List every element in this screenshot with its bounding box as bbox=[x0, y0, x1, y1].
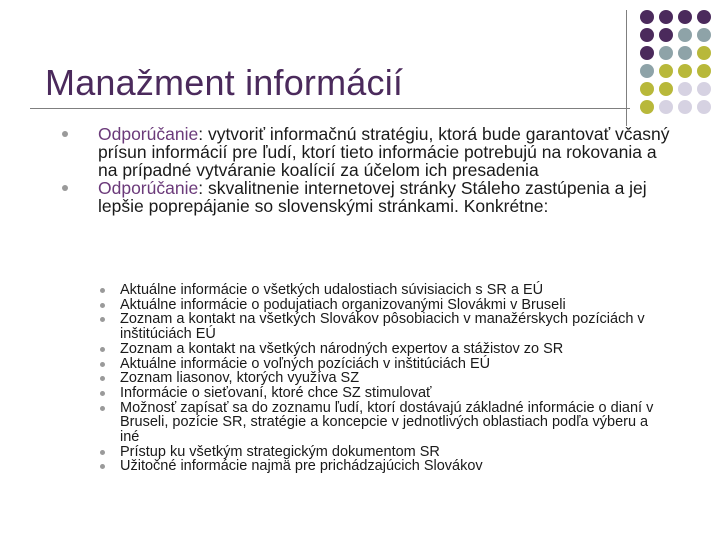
decorative-dot bbox=[697, 100, 711, 114]
main-bullet-item bbox=[60, 179, 670, 215]
decorative-dot bbox=[678, 28, 692, 42]
decorative-dot bbox=[659, 82, 673, 96]
bullet-icon bbox=[62, 185, 68, 191]
bullet-text: : skvalitnenie internetovej stránky Stáleho zastúpenia a jej lepšie poprepájanie so slovenskými stránkami. Konkrétne: bbox=[98, 178, 647, 216]
bullet-label: Odporúčanie bbox=[98, 124, 199, 144]
sub-bullet-text: Aktuálne informácie o podujatiach organizovanými Slovákmi v Bruseli bbox=[120, 296, 566, 313]
bullet-label: Odporúčanie bbox=[98, 178, 199, 198]
bullet-icon bbox=[62, 131, 68, 137]
sub-bullet-item bbox=[110, 401, 670, 445]
sub-bullet-item bbox=[110, 342, 670, 357]
decorative-dot bbox=[678, 82, 692, 96]
decorative-dot bbox=[697, 82, 711, 96]
decorative-dot bbox=[659, 28, 673, 42]
sub-bullet-item bbox=[110, 445, 670, 460]
decorative-dot bbox=[678, 46, 692, 60]
decorative-dot bbox=[697, 10, 711, 24]
decorative-dot bbox=[659, 64, 673, 78]
decorative-dot bbox=[640, 82, 654, 96]
decorative-dot bbox=[640, 28, 654, 42]
sub-bullet-text: Informácie o sieťovaní, ktoré chce SZ stimulovať bbox=[120, 384, 432, 401]
sub-bullet-text: Aktuálne informácie o voľných pozíciách v inštitúciách EÚ bbox=[120, 355, 491, 372]
decorative-dot bbox=[678, 64, 692, 78]
bullet-icon bbox=[100, 347, 105, 352]
sub-bullet-text: Zoznam liasonov, ktorých využíva SZ bbox=[120, 370, 360, 387]
decorative-dot bbox=[697, 28, 711, 42]
sub-bullet-text: Prístup ku všetkým strategickým dokumentom SR bbox=[120, 443, 440, 460]
decorative-dot bbox=[640, 10, 654, 24]
main-bullet-list bbox=[60, 125, 670, 215]
bullet-icon bbox=[100, 376, 105, 381]
decorative-dot bbox=[678, 10, 692, 24]
bullet-icon bbox=[100, 362, 105, 367]
decorative-dot bbox=[697, 46, 711, 60]
decorative-dot bbox=[640, 46, 654, 60]
decorative-dot bbox=[640, 100, 654, 114]
sub-bullet-list bbox=[110, 283, 670, 474]
bullet-icon bbox=[100, 406, 105, 411]
decorative-dot bbox=[678, 100, 692, 114]
decorative-dot bbox=[640, 64, 654, 78]
title-underline bbox=[30, 108, 630, 109]
main-bullet-item bbox=[60, 125, 670, 179]
sub-bullet-item bbox=[110, 357, 670, 372]
bullet-icon bbox=[100, 303, 105, 308]
sub-bullet-text: Aktuálne informácie o všetkých udalostiach súvisiacich s SR a EÚ bbox=[120, 282, 544, 298]
decorative-dot bbox=[697, 64, 711, 78]
bullet-icon bbox=[100, 317, 105, 322]
bullet-icon bbox=[100, 288, 105, 293]
decorative-dot-grid bbox=[640, 10, 720, 120]
sub-bullet-item bbox=[110, 386, 670, 401]
bullet-icon bbox=[100, 450, 105, 455]
sub-bullet-item bbox=[110, 283, 670, 298]
sub-bullet-text: Zoznam a kontakt na všetkých národných expertov a stážistov zo SR bbox=[120, 340, 564, 357]
sub-bullet-text: Zoznam a kontakt na všetkých Slovákov pôsobiacich v manažérskych pozíciách v inštitúciách EÚ bbox=[120, 311, 645, 343]
decorative-dot bbox=[659, 100, 673, 114]
sub-bullet-item bbox=[110, 371, 670, 386]
decorative-dot bbox=[659, 10, 673, 24]
sub-bullet-item bbox=[110, 459, 670, 474]
bullet-icon bbox=[100, 464, 105, 469]
bullet-icon bbox=[100, 391, 105, 396]
sub-bullet-item bbox=[110, 312, 670, 341]
sub-bullet-text: Možnosť zapísať sa do zoznamu ľudí, ktorí dostávajú základné informácie o dianí v Bruseli, pozície SR, stratégie a koncepcie v jednotlivých oblastiach podľa výberu a iné bbox=[120, 399, 654, 446]
bullet-text: : vytvoriť informačnú stratégiu, ktorá bude garantovať včasný prísun informácií pre ľudí, ktorí tieto informácie potrebujú na rokovania a na prípadné vytváranie koalícií za účelom ich presadenia bbox=[98, 124, 670, 180]
slide-title: Manažment informácií bbox=[45, 62, 404, 103]
sub-bullet-item bbox=[110, 298, 670, 313]
sub-bullet-text: Užitočné informácie najmä pre prichádzajúcich Slovákov bbox=[120, 458, 483, 475]
decorative-dot bbox=[659, 46, 673, 60]
